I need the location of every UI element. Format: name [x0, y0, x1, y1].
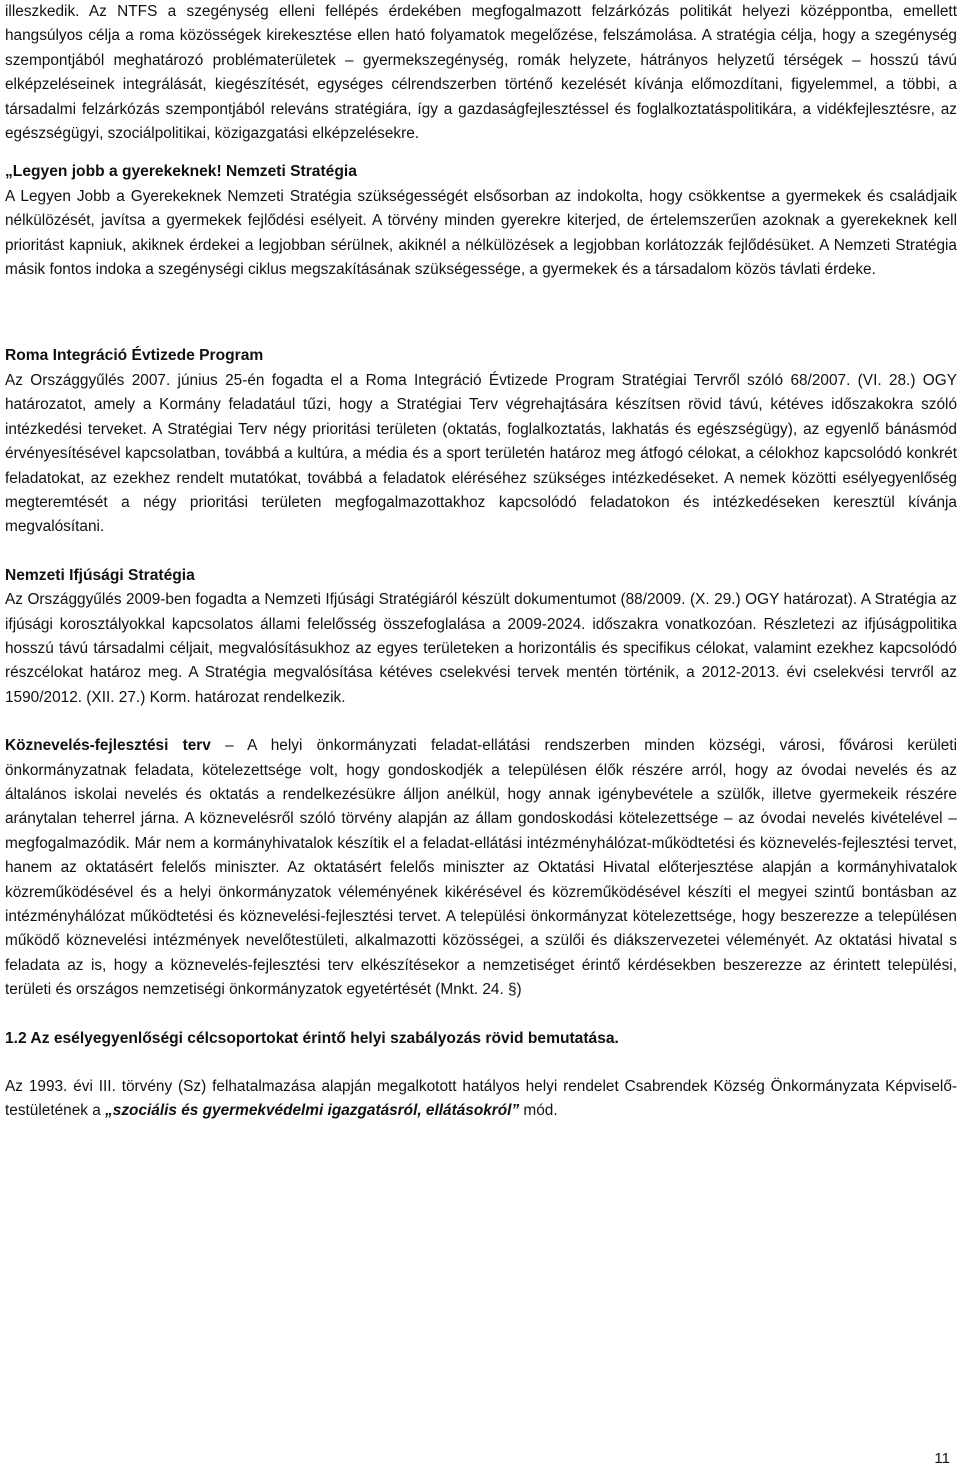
paragraph-legyen-jobb: A Legyen Jobb a Gyerekeknek Nemzeti Stratégia szükségességét elsősorban az indokolta, hogy csökkentse a gyermekek és családjaik nélkülözését, javítsa a gyermekek fejlődési esélyeit. A törvény minden gyerekre kiterjed, de értelemszerűen azoknak a gyerekeknek kell prioritást kapniuk, akiknek érdekei a legjobban sérülnek, akiknél a nélkülözések a legjobban korlátozzák fejlődésüket. A Nemzeti Stratégia másik fontos indoka a szegénységi ciklus megszakításának szükségessége, a gyermekek és a társadalom közös távlati érdeke.: [5, 187, 957, 279]
paragraph-helyi-rendelet-text: Az 1993. évi III. törvény (Sz) felhatalmazása alapján megalkotott hatályos helyi rendelet Csabrendek Község Önkormányzata Képviselő-testületének a: [5, 1078, 957, 1120]
paragraph-helyi-rendelet: [5, 1075, 957, 1124]
heading-legyen-jobb-title: „Legyen jobb a gyerekeknek!: [5, 163, 222, 181]
rendelet-title: „szociális és gyermekvédelmi igazgatásról, ellátásokról”: [105, 1102, 520, 1120]
heading-section-1-2: 1.2 Az esélyegyenlőségi célcsoportokat érintő helyi szabályozás rövid bemutatása.: [5, 1029, 619, 1047]
heading-kozneveles: Köznevelés-fejlesztési terv: [5, 737, 211, 755]
paragraph-ifjusagi-strategia: Az Országgyűlés 2009-ben fogadta a Nemzeti Ifjúsági Stratégiáról készült dokumentumot (88/2009. (X. 29.) OGY határozat). A Stratégia az ifjúsági korosztályokkal kapcsolatos állami felelősség összefoglalása a 2009-2024. időszakra vonatkozóan. Részletezi az ifjúságpolitika hosszú távú társadalmi céljait, megvalósításukhoz az egyes területeken a horizontális és specifikus célokat, valamint ezekhez kapcsolódó részcélokat határoz meg. A Stratégia megvalósítása kétéves cselekvési tervek mentén történik, a 2012-2013. évi cselekvési tervről az 1590/2012. (XII. 27.) Korm. határozat rendelkezik.: [5, 591, 957, 706]
paragraph-kozneveles: [5, 734, 957, 1002]
spacer: [5, 1003, 957, 1027]
document-page: [5, 0, 957, 1124]
page-number: 11: [934, 1450, 950, 1467]
spacer: [5, 540, 957, 564]
spacer: [5, 146, 957, 160]
paragraph-ntfs: illeszkedik. Az NTFS a szegénység elleni fellépés érdekében megfogalmazott felzárkózás politikát helyezi középpontba, emellett hangsúlyos célja a roma közösségek kirekesztése ellen ható folyamatok megelőzése, felszámolása. A stratégia célja, hogy a szegénység szempontjából meghatározó problématerületek – gyermekszegénység, romák helyzete, hátrányos helyzetű térségek – hosszú távú elképzeléseinek integrálását, kiegészítését, egységes célrendszerben történő kezelését kívánja előmozdítani, figyelemmel, a többi, a társadalmi felzárkózás szempontjából releváns stratégiára, így a gazdaságfejlesztéssel és foglalkoztatáspolitikára, a vidékfejlesztésre, az egészségügyi, szociálpolitikai, közigazgatási elképzelésekre.: [5, 3, 957, 143]
heading-roma-integracio: Roma Integráció Évtizede Program: [5, 347, 264, 365]
paragraph-kozneveles-text: – A helyi önkormányzati feladat-ellátási rendszerben minden községi, városi, fővárosi kerületi önkormányzatnak feladata, kötelezettsége volt, hogy gondoskodjék a településen élők részére arról, hogy az óvodai nevelés és az általános iskolai nevelés és oktatás a rendelkezésükre álljon anélkül, hogy annak igénybevétele a szülők, illetve gyermekeik részére aránytalan teherrel járna. A köznevelésről szóló törvény alapján az állam gondoskodási kötelezettsége – az óvodai nevelés kivételével – megfogalmazódik. Már nem a kormányhivatalok készítik el a feladat-ellátási intézményhálózat-működtetési és köznevelés-fejlesztési tervet, hanem az oktatásért felelős miniszter. Az oktatásért felelős miniszter az Oktatási Hivatal előterjesztése alapján a kormányhivatalok közreműködésével és a helyi önkormányzatok véleményének kikérésével és közreműködésével készíti el megyei szintű bontásban az intézményhálózat működtetési és köznevelési-fejlesztési tervet. A települési önkormányzat kötelezettsége, hogy beszerezze a településen működő köznevelési intézmények nevelőtestületi, alkalmazotti közösségei, a szülői és diákszervezetei véleményét. Az oktatási hivatal s feladata az is, hogy a köznevelés-fejlesztési terv elkészítésekor a nemzetiséget érintő kérdésekben beszerezze az érintett települési, területi és országos nemzetiségi önkormányzatok egyetértését (Mnkt. 24. §): [5, 737, 957, 999]
paragraph-helyi-rendelet-end: mód.: [519, 1102, 558, 1120]
heading-ifjusagi-strategia: Nemzeti Ifjúsági Stratégia: [5, 566, 195, 584]
heading-legyen-jobb: [5, 160, 957, 184]
spacer: [5, 1051, 957, 1075]
paragraph-roma-integracio: Az Országgyűlés 2007. június 25-én fogadta el a Roma Integráció Évtizede Program Stratégiai Tervről szóló 68/2007. (VI. 28.) OGY határozatot, amely a Kormány feladatául tűzi, hogy a Stratégiai Terv végrehajtására készítsen rövid távú, kétéves időszakokra szóló intézkedési terveket. A Stratégiai Terv négy prioritási területen (oktatás, foglalkoztatás, lakhatás és egészségügy), az egyenlő bánásmód érvényesítésével kapcsolatban, továbbá a kultúra, a média és a sport területén határoz meg átfogó célokat, a célokhoz kapcsolódó konkrét feladatokat, az ezekhez rendelt mutatókat, továbbá a feladatok eléréséhez szükséges intézkedéseket. A nemek közötti esélyegyenlőség megteremtését a négy prioritási területen megfogalmazottakhoz kapcsolódó feladatokon és intézkedéseken keresztül kívánja megvalósítani.: [5, 371, 957, 536]
spacer: [5, 282, 957, 344]
heading-legyen-jobb-suffix: Nemzeti Stratégia: [221, 163, 357, 181]
spacer: [5, 710, 957, 734]
